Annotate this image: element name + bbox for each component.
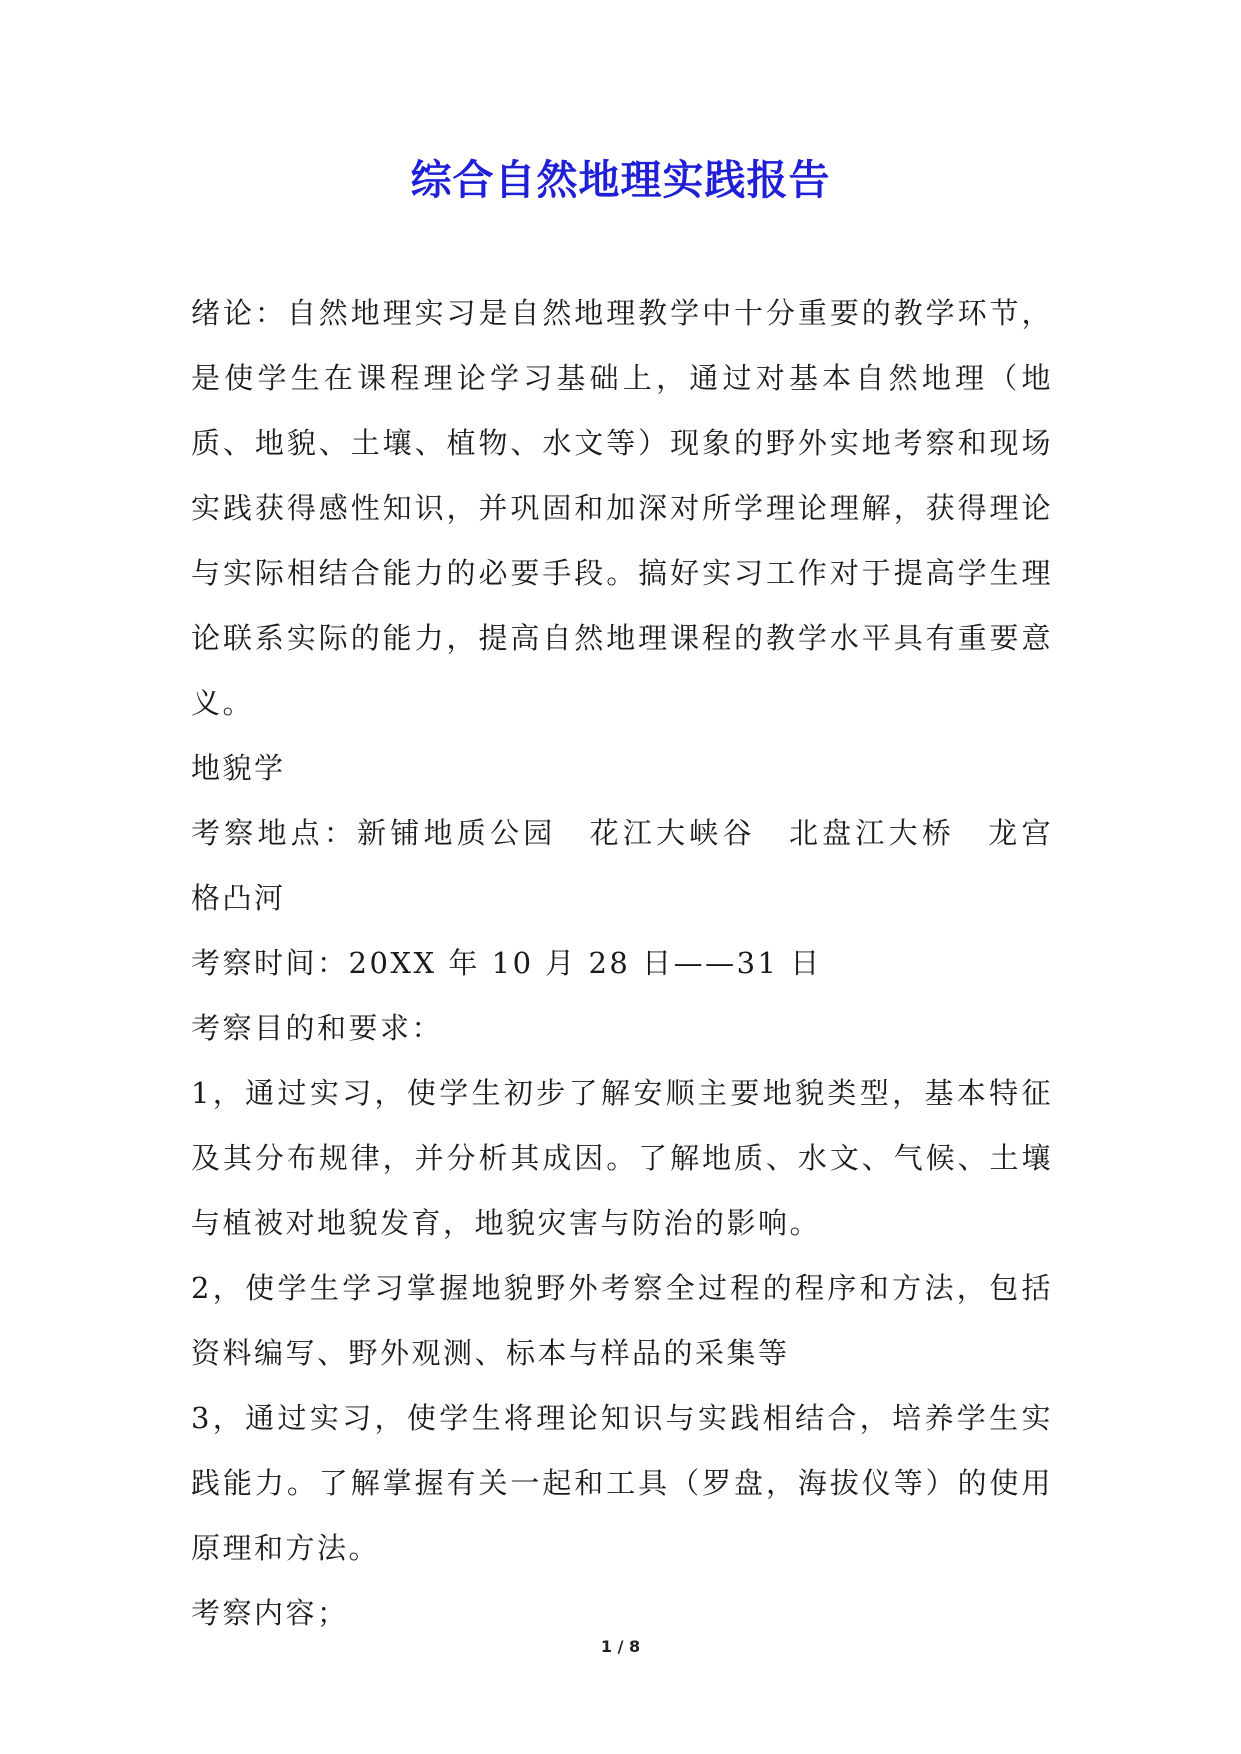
paragraph-section-heading: 地貌学 [191, 751, 286, 785]
paragraph-objective-3: 3，通过实习，使学生将理论知识与实践相结合，培养学生实践能力。了解掌握有关一起和工具（罗盘，海拔仪等）的使用原理和方法。 [191, 1401, 1053, 1565]
paragraph-survey-time: 考察时间：20XX 年 10 月 28 日——31 日 [191, 946, 822, 980]
paragraph-survey-location: 考察地点：新铺地质公园 花江大峡谷 北盘江大桥 龙宫 格凸河 [191, 816, 1085, 915]
paragraph-objectives-heading: 考察目的和要求： [191, 1011, 444, 1045]
paragraph-introduction: 绪论：自然地理实习是自然地理教学中十分重要的教学环节，是使学生在课程理论学习基础上，通过对基本自然地理（地质、地貌、土壤、植物、水文等）现象的野外实地考察和现场实践获得感性知识，并巩固和加深对所学理论理解，获得理论与实际相结合能力的必要手段。搞好实习工作对于提高学生理论联系实际的能力，提高自然地理课程的教学水平具有重要意义。 [191, 296, 1053, 720]
paragraph-content-heading: 考察内容； [191, 1596, 349, 1630]
paragraph-objective-2: 2，使学生学习掌握地貌野外考察全过程的程序和方法，包括资料编写、野外观测、标本与样品的采集等 [191, 1271, 1053, 1370]
document-body [191, 281, 1085, 1646]
document-title: 综合自然地理实践报告 [410, 156, 831, 204]
paragraph-objective-1: 1，通过实习，使学生初步了解安顺主要地貌类型，基本特征及其分布规律，并分析其成因。了解地质、水文、气候、土壤与植被对地貌发育，地貌灾害与防治的影响。 [191, 1076, 1053, 1240]
page-number: 1 / 8 [600, 1637, 641, 1656]
